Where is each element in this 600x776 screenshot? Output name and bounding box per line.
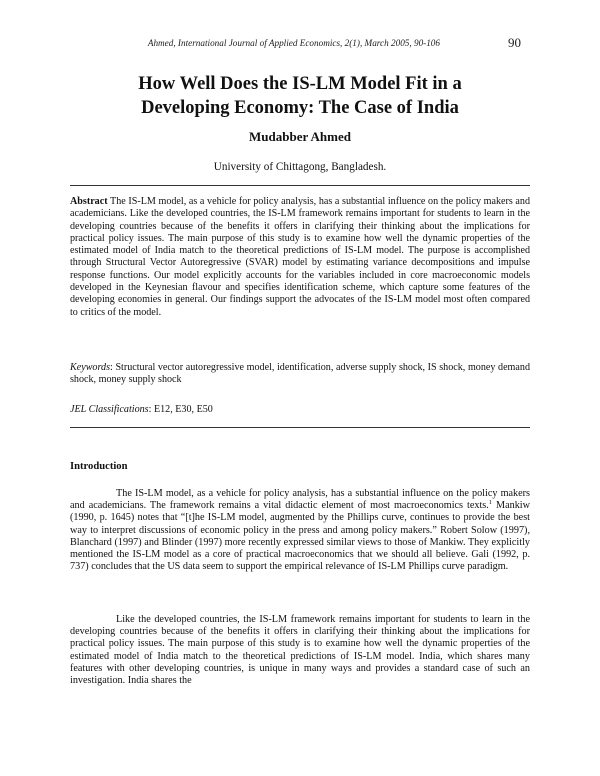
- intro-paragraph-2: Like the developed countries, the IS-LM framework remains important for students to learn in the developing countries because of the benefits it offers in clarifying their thinking about the implications for practical policy issues. The main purpose of this study is to examine how well the dynamic properties of the estimated model of India match to the theoretical predictions of IS-LM model. India, which shares many features with other developing countries, is unique in many ways and provides a standard case of such an investigation. India shares the: [70, 614, 530, 687]
- keywords-label: Keywords: [70, 362, 111, 373]
- abstract-top-rule: [70, 185, 530, 186]
- abstract-text: The IS-LM model, as a vehicle for policy analysis, has a substantial influence on the policy makers and academicians. Like the developed countries, the IS-LM framework remains important for students to learn in the developing countries because of the benefits it offers in clarifying their thinking about the implications for practical policy issues. The main purpose of this study is to examine how well the dynamic properties of the estimated model of India match to the theoretical predictions of IS-LM model. The purpose is accomplished through Structural Vector Autoregressive (SVAR) model by estimating variance decompositions and impulse response functions. Our model explicitly accounts for the variables included in core macroeconomic models developed in the Keynesian flavour and specifies identification scheme, which capture some features of the developing economies in general. Our findings support the advocates of the IS-LM model most often compared to critics of the model.: [70, 196, 530, 318]
- paper-title: [60, 72, 540, 120]
- abstract-bottom-rule: [70, 427, 530, 428]
- footnote-marker[interactable]: 1: [488, 499, 493, 507]
- jel-text: : E12, E30, E50: [148, 404, 213, 415]
- running-head: Ahmed, International Journal of Applied Economics, 2(1), March 2005, 90-106: [147, 38, 440, 48]
- section-heading-introduction: Introduction: [70, 461, 128, 472]
- keywords-text: : Structural vector autoregressive model, identification, adverse supply shock, IS shock, money demand shock, money supply shock: [70, 362, 530, 386]
- author-affiliation: University of Chittagong, Bangladesh.: [213, 161, 387, 173]
- author-name: Mudabber Ahmed: [249, 129, 351, 144]
- intro-paragraph-1-part-a: The IS-LM model, as a vehicle for policy analysis, has a substantial influence on the policy makers and academicians. The framework remains a vital didactic element of most macroeconomics texts.: [70, 488, 530, 512]
- abstract-label: Abstract: [70, 196, 108, 207]
- title-line-1: How Well Does the IS-LM Model Fit in a: [138, 74, 462, 94]
- title-line-2: Developing Economy: The Case of India: [141, 98, 459, 118]
- intro-paragraph-1: [70, 488, 530, 573]
- keywords: [70, 362, 530, 387]
- page-number: 90: [508, 35, 521, 50]
- intro-paragraph-1-part-b: Mankiw (1990, p. 1645) notes that “[t]he IS-LM model, augmented by the Phillips curve, continues to provide the best way to interpret discussions of economic policy in the press and among policy makers.” Robert Solow (1997), Blanchard (1997) and Blinder (1997) more recently expressed similar views to those of Mankiw. They explicitly mentioned the IS-LM model as a core of practical macroeconomics that we should all believe. Gali (1992, p. 737) concludes that the US data seem to support the empirical relevance of IS-LM Phillips curve paradigm.: [70, 500, 530, 573]
- jel-classifications: [70, 404, 530, 416]
- abstract: [70, 196, 530, 319]
- jel-label: JEL Classifications: [70, 404, 149, 415]
